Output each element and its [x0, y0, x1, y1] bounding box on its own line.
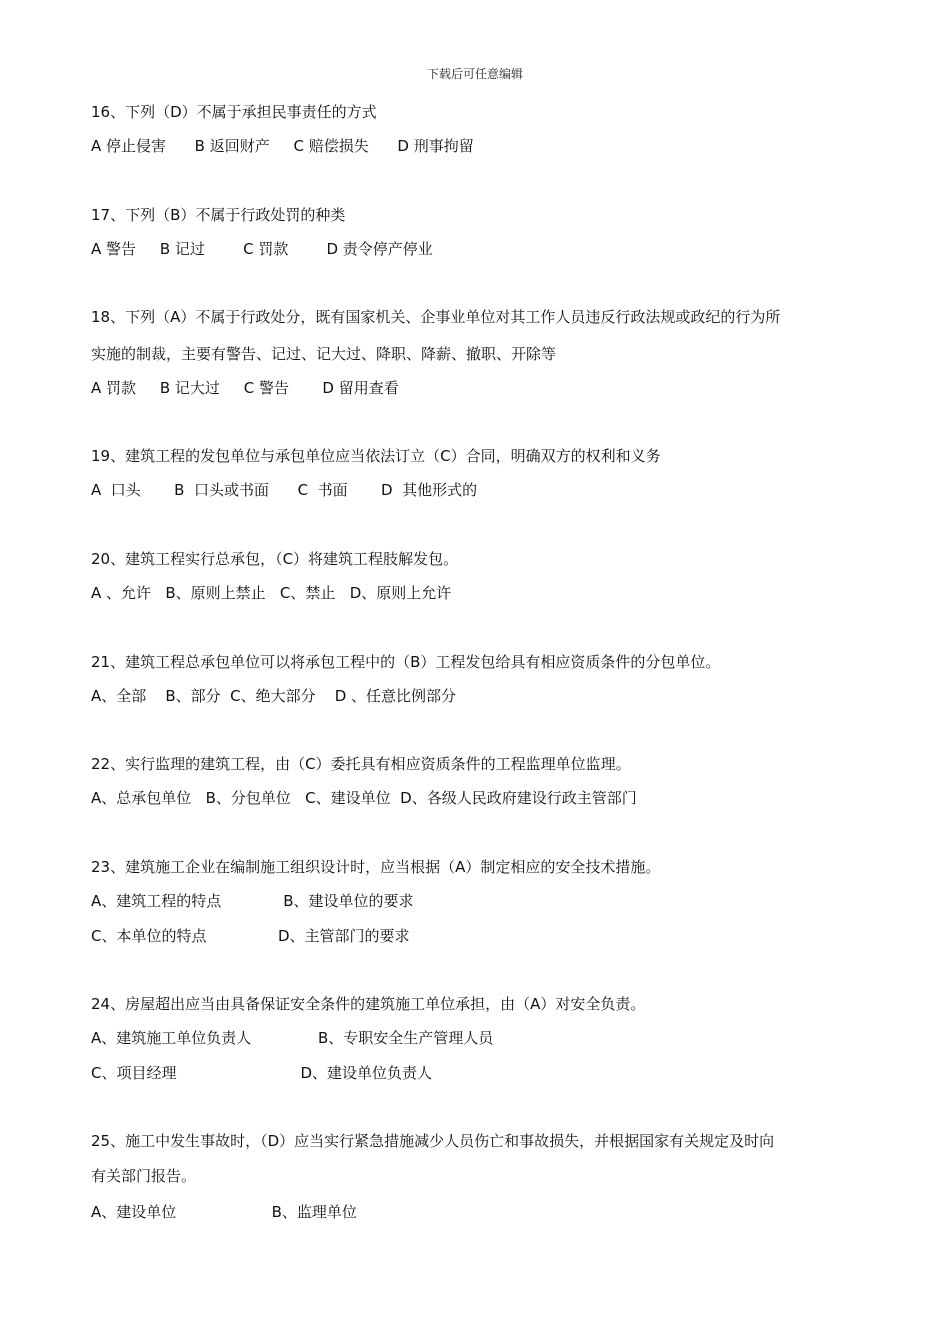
question-21-stem: 21、建筑工程总承包单位可以将承包工程中的（B）工程发包给具有相应资质条件的分包单位。: [91, 653, 721, 671]
question-18-stem-continued: 实施的制裁，主要有警告、记过、记大过、降职、降薪、撤职、开除等: [91, 345, 557, 363]
question-21-options: A、全部 B、部分 C、绝大部分 D 、任意比例部分: [91, 687, 457, 705]
question-25-stem: 25、施工中发生事故时，（D）应当实行紧急措施减少人员伤亡和事故损失，并根据国家有关规定及时向: [91, 1132, 775, 1150]
question-22-stem: 22、实行监理的建筑工程，由（C）委托具有相应资质条件的工程监理单位监理。: [91, 755, 631, 773]
question-19-stem: 19、建筑工程的发包单位与承包单位应当依法订立（C）合同，明确双方的权利和义务: [91, 447, 661, 465]
question-25-stem-continued: 有关部门报告。: [91, 1167, 197, 1185]
question-23-options-cd: C、本单位的特点 D、主管部门的要求: [91, 927, 410, 945]
question-23-options-ab: A、建筑工程的特点 B、建设单位的要求: [91, 892, 414, 910]
question-18-stem: 18、下列（A）不属于行政处分，既有国家机关、企事业单位对其工作人员违反行政法规或政纪的行为所: [91, 308, 781, 326]
question-22-options: A、总承包单位 B、分包单位 C、建设单位 D、各级人民政府建设行政主管部门: [91, 789, 637, 807]
question-17-options: A 警告 B 记过 C 罚款 D 责令停产停业: [91, 240, 433, 258]
page-header: 下载后可任意编辑: [426, 67, 523, 81]
question-24-stem: 24、房屋超出应当由具备保证安全条件的建筑施工单位承担，由（A）对安全负责。: [91, 995, 646, 1013]
question-20-options: A 、允许 B、原则上禁止 C、禁止 D、原则上允许: [91, 584, 452, 602]
question-23-stem: 23、建筑施工企业在编制施工组织设计时，应当根据（A）制定相应的安全技术措施。: [91, 858, 661, 876]
question-24-options-ab: A、建筑施工单位负责人 B、专职安全生产管理人员: [91, 1029, 494, 1047]
question-19-options: A 口头 B 口头或书面 C 书面 D 其他形式的: [91, 481, 478, 499]
question-25-options-ab: A、建设单位 B、监理单位: [91, 1203, 357, 1221]
question-20-stem: 20、建筑工程实行总承包，（C）将建筑工程肢解发包。: [91, 550, 459, 568]
question-18-options: A 罚款 B 记大过 C 警告 D 留用查看: [91, 379, 399, 397]
question-16-stem: 16、下列（D）不属于承担民事责任的方式: [91, 103, 377, 121]
question-24-options-cd: C、项目经理 D、建设单位负责人: [91, 1064, 432, 1082]
question-16-options: A 停止侵害 B 返回财产 C 赔偿损失 D 刑事拘留: [91, 137, 474, 155]
question-17-stem: 17、下列（B）不属于行政处罚的种类: [91, 206, 346, 224]
